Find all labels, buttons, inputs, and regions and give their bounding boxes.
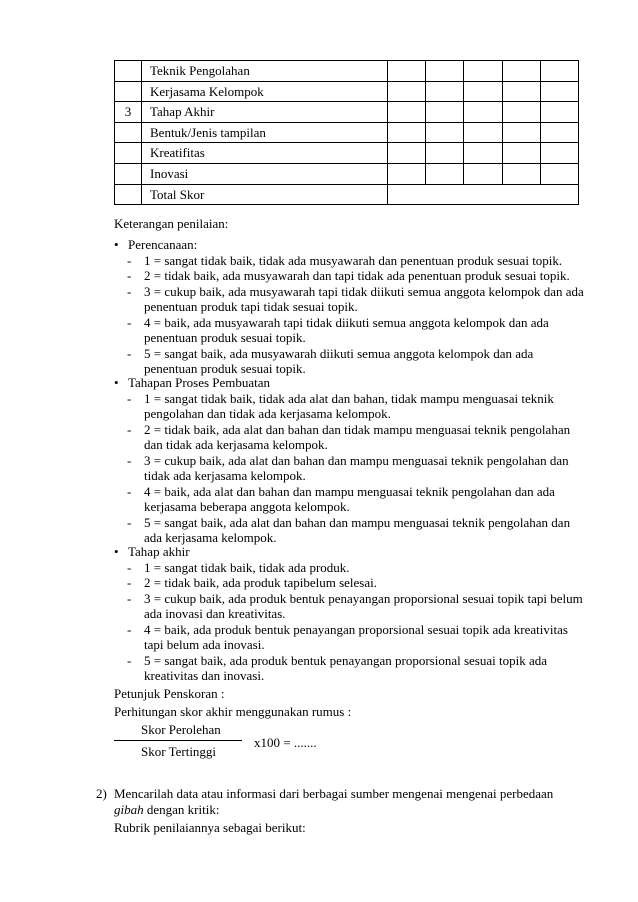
list-item: - 1 = sangat tidak baik, tidak ada alat dan bahan, tidak mampu menguasai teknik pengolahan dan tidak ada kerjasama kelompok.: [127, 390, 554, 421]
row-number: [115, 61, 142, 82]
section-tahap-akhir: [114, 544, 584, 684]
row-number: [115, 122, 142, 143]
score-cell: [464, 143, 502, 164]
list-item: - 3 = cukup baik, ada musyawarah tapi tidak diikuti semua anggota kelompok dan ada penentuan produk tapi tidak sesuai topik.: [127, 283, 584, 314]
score-cell: [502, 102, 540, 123]
score-cell: [540, 61, 578, 82]
score-cell: [502, 122, 540, 143]
fraction-line: [114, 740, 242, 741]
criteria-list: [114, 560, 584, 684]
score-cell: [540, 81, 578, 102]
row-label: Kreatifitas: [142, 143, 388, 164]
criteria-list: [114, 253, 584, 377]
list-item: - 4 = baik, ada musyawarah tapi tidak diikuti semua anggota kelompok dan ada penentuan produk sesuai topik.: [127, 314, 549, 345]
score-cell: [426, 143, 464, 164]
score-cell: [464, 102, 502, 123]
list-item: - 2 = tidak baik, ada musyawarah dan tapi tidak ada penentuan produk sesuai topik.: [127, 268, 570, 283]
task-text: Mencarilah data atau informasi dari berbagai sumber mengenai mengenai perbedaan: [114, 786, 554, 801]
row-number: [115, 143, 142, 164]
petunjuk-heading: Petunjuk Penskoran :: [114, 686, 225, 701]
rubric-table: [114, 60, 579, 205]
score-cell: [388, 61, 426, 82]
section-perencanaan: [114, 237, 584, 377]
table-row: [115, 122, 579, 143]
score-cell: [540, 102, 578, 123]
score-cell: [426, 81, 464, 102]
list-item: - 1 = sangat tidak baik, tidak ada musyawarah dan penentuan produk sesuai topik.: [127, 252, 563, 268]
score-cell: [388, 122, 426, 143]
row-label: Kerjasama Kelompok: [142, 81, 388, 102]
list-item: - 5 = sangat baik, ada produk bentuk penayangan proporsional sesuai topik ada kreativitas dan inovasi.: [127, 652, 547, 683]
row-number: 3: [115, 102, 142, 123]
score-cell: [464, 61, 502, 82]
criteria-list: [114, 391, 584, 546]
bullet-icon: •: [114, 544, 119, 559]
list-item: - 2 = tidak baik, ada produk tapibelum selesai.: [127, 575, 377, 590]
row-label: Bentuk/Jenis tampilan: [142, 122, 388, 143]
task-text-after: dengan kritik:: [146, 801, 220, 817]
task-italic-term: gibah: [114, 801, 144, 817]
total-row: [115, 184, 579, 205]
section-title: Tahapan Proses Pembuatan: [128, 375, 271, 390]
score-cell: [502, 81, 540, 102]
score-cell: [426, 102, 464, 123]
list-item: - 4 = baik, ada produk bentuk penayangan proporsional sesuai topik ada kreativitas tapi belum ada inovasi.: [127, 621, 568, 652]
rubrik-text: Rubrik penilaiannya sebagai berikut:: [114, 820, 306, 835]
score-cell: [426, 61, 464, 82]
score-cell: [464, 163, 502, 184]
list-item: - 3 = cukup baik, ada alat dan bahan dan mampu menguasai teknik pengolahan dan tidak ada kerjasama kelompok.: [127, 452, 569, 483]
table-row: [115, 81, 579, 102]
score-cell: [426, 122, 464, 143]
row-number: [115, 163, 142, 184]
score-cell: [502, 61, 540, 82]
row-label: Teknik Pengolahan: [142, 61, 388, 82]
section-title: Perencanaan:: [128, 237, 198, 252]
score-cell: [540, 163, 578, 184]
table-row: [115, 163, 579, 184]
list-item: - 4 = baik, ada alat dan bahan dan mampu menguasai teknik pengolahan dan ada kerjasama beberapa anggota kelompok.: [127, 483, 555, 514]
table-row: [115, 102, 579, 123]
score-cell: [388, 81, 426, 102]
total-label: Total Skor: [142, 184, 388, 205]
score-cell: [502, 143, 540, 164]
total-score-cell: [388, 184, 579, 205]
section-title: Tahap akhir: [128, 544, 190, 559]
formula-denominator: Skor Tertinggi: [141, 744, 217, 759]
formula-multiplier: x100 = .......: [254, 735, 317, 750]
score-cell: [540, 143, 578, 164]
score-cell: [540, 122, 578, 143]
bullet-icon: •: [114, 237, 119, 252]
list-item: - 5 = sangat baik, ada musyawarah diikuti semua anggota kelompok dan ada penentuan produk sesuai topik.: [127, 345, 534, 376]
score-cell: [388, 102, 426, 123]
list-item: - 2 = tidak baik, ada alat dan bahan dan tidak mampu menguasai teknik pengolahan dan tidak ada kerjasama kelompok.: [127, 421, 571, 452]
score-formula: [114, 722, 374, 762]
formula-numerator: Skor Perolehan: [141, 722, 221, 737]
keterangan-title: Keterangan penilaian:: [114, 216, 229, 231]
row-number: [115, 81, 142, 102]
section-proses-pembuatan: [114, 375, 584, 546]
row-label: Tahap Akhir: [142, 102, 388, 123]
list-item: - 3 = cukup baik, ada produk bentuk penayangan proporsional sesuai topik tapi belum ada inovasi dan kreativitas.: [127, 590, 583, 621]
task-number: 2): [96, 786, 107, 801]
rubric-table-body: [115, 61, 579, 205]
row-number: [115, 184, 142, 205]
list-item: - 5 = sangat baik, ada alat dan bahan dan mampu menguasai teknik pengolahan dan ada kerjasama kelompok.: [127, 514, 571, 545]
row-label: Inovasi: [142, 163, 388, 184]
score-cell: [388, 143, 426, 164]
score-cell: [388, 163, 426, 184]
score-cell: [464, 81, 502, 102]
score-cell: [426, 163, 464, 184]
table-row: [115, 61, 579, 82]
bullet-icon: •: [114, 375, 119, 390]
task-2: [96, 786, 576, 836]
list-item: - 1 = sangat tidak baik, tidak ada produk.: [127, 559, 350, 575]
perhitungan-text: Perhitungan skor akhir menggunakan rumus :: [114, 704, 352, 719]
score-cell: [502, 163, 540, 184]
score-cell: [464, 122, 502, 143]
table-row: [115, 143, 579, 164]
